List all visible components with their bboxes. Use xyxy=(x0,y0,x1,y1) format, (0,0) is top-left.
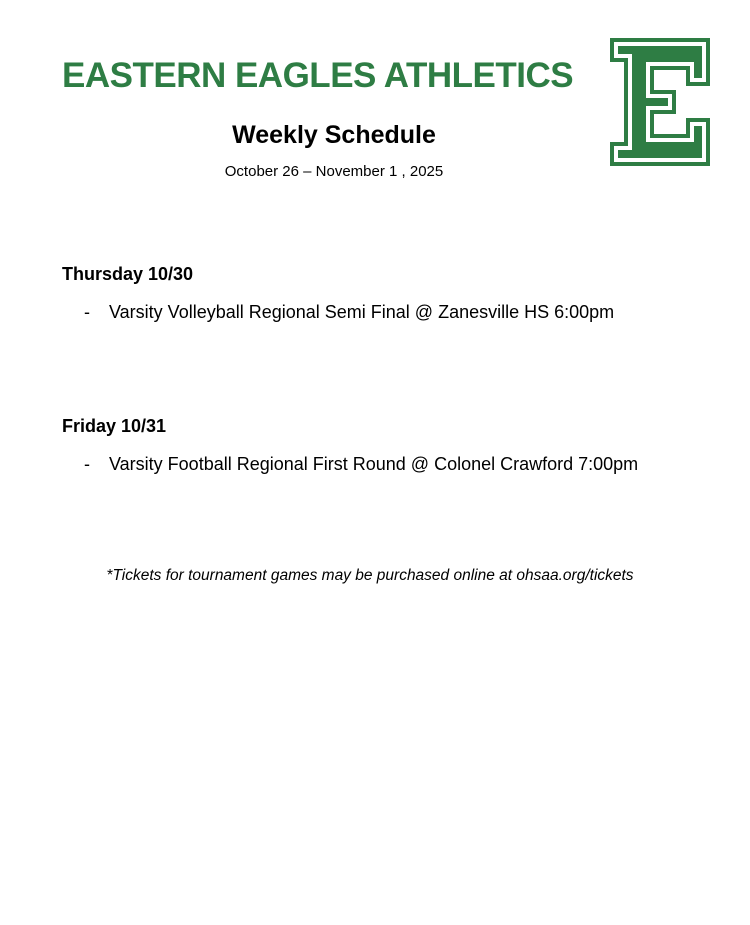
day-heading-thursday: Thursday 10/30 xyxy=(62,264,194,284)
bullet-dash: - xyxy=(84,302,90,322)
schedule-heading: Weekly Schedule xyxy=(232,121,436,149)
page-title: EASTERN EAGLES ATHLETICS xyxy=(62,56,574,95)
event-item xyxy=(84,300,614,324)
day-heading-friday: Friday 10/31 xyxy=(62,416,167,436)
date-range: October 26 – November 1 , 2025 xyxy=(224,163,444,180)
event-item xyxy=(84,452,638,476)
bullet-dash: - xyxy=(84,454,90,474)
event-text: Varsity Football Regional First Round @ Colonel Crawford 7:00pm xyxy=(109,454,639,474)
event-text: Varsity Volleyball Regional Semi Final @ Zanesville HS 6:00pm xyxy=(109,302,615,322)
tickets-note: *Tickets for tournament games may be purchased online at ohsaa.org/tickets xyxy=(106,567,634,584)
